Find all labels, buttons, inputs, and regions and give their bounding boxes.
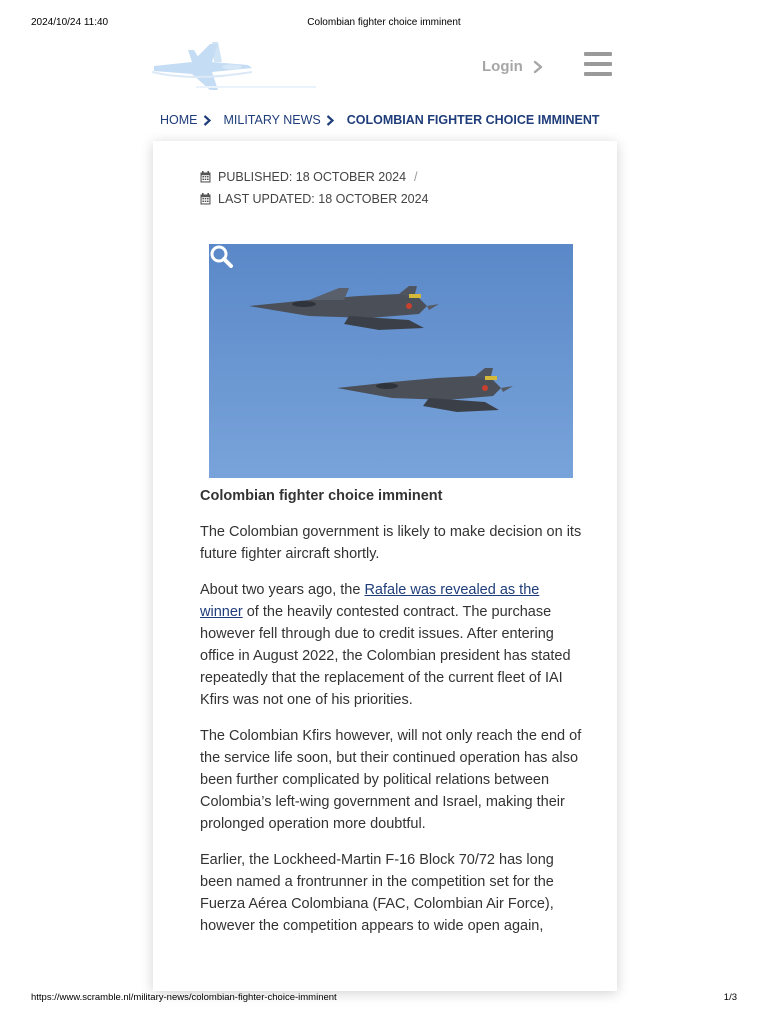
- print-datetime: 2024/10/24 11:40: [31, 17, 109, 28]
- magnifier-zoom-icon[interactable]: [209, 244, 233, 268]
- breadcrumb-label: MILITARY NEWS: [223, 113, 321, 127]
- menu-bar: [584, 52, 612, 56]
- article-body: [200, 485, 584, 951]
- calendar-icon: [200, 171, 211, 183]
- published-date: PUBLISHED: 18 OCTOBER 2024: [218, 170, 407, 184]
- menu-bar: [584, 72, 612, 76]
- article-paragraph-4: Earlier, the Lockheed-Martin F-16 Block 70/72 has long been named a frontrunner in the competition set for the Fuerza Aérea Colombiana (FAC, Colombian Air Force), however the competition appears to wide open again,: [200, 852, 554, 934]
- article-meta: [200, 166, 429, 210]
- breadcrumb: [160, 113, 600, 127]
- fighter-jets-illustration: [209, 244, 573, 478]
- article-card: [153, 141, 617, 991]
- photo-caption: Colombian fighter choice imminent: [200, 488, 443, 504]
- updated-date-row: [200, 188, 429, 210]
- article-paragraph-2: [200, 579, 584, 711]
- login-label: Login: [482, 58, 523, 75]
- chevron-right-icon: [202, 115, 212, 126]
- logo-jet-icon: [152, 38, 327, 98]
- paragraph-text: of the heavily contested contract. The purchase however fell through due to credit issues. After entering office in August 2022, the Colombian president has stated repeatedly that the replacement of the current fleet of IAI Kfirs was not one of his priorities.: [200, 604, 571, 708]
- site-logo[interactable]: [152, 38, 327, 98]
- print-page-title: Colombian fighter choice imminent: [307, 17, 461, 28]
- published-date-row: [200, 166, 429, 188]
- article-paragraph-3: The Colombian Kfirs however, will not only reach the end of the service life soon, but their continued operation has also been further complicated by political relations between Colombia’s left-wing government and Israel, making their prolonged operation more doubtful.: [200, 728, 582, 832]
- breadcrumb-current: COLOMBIAN FIGHTER CHOICE IMMINENT: [346, 113, 600, 127]
- breadcrumb-military-news[interactable]: [224, 113, 347, 127]
- paragraph-text: About two years ago, the: [200, 582, 365, 598]
- page-counter: 1/3: [723, 992, 737, 1003]
- print-footer: [31, 992, 737, 1006]
- rafale-winner-link[interactable]: Rafale was revealed as the winner: [200, 582, 540, 620]
- breadcrumb-home[interactable]: [160, 113, 224, 127]
- menu-bar: [584, 62, 612, 66]
- chevron-right-icon: [531, 60, 545, 74]
- jet-upper: [249, 286, 439, 330]
- hamburger-menu-icon[interactable]: [584, 52, 612, 78]
- print-url: https://www.scramble.nl/military-news/colombian-fighter-choice-imminent: [31, 992, 337, 1003]
- updated-date: LAST UPDATED: 18 OCTOBER 2024: [218, 192, 429, 206]
- breadcrumb-label: HOME: [160, 113, 198, 127]
- print-header: [31, 17, 737, 31]
- article-photo[interactable]: [209, 244, 573, 478]
- site-header: [152, 38, 618, 100]
- chevron-right-icon: [325, 115, 335, 126]
- calendar-icon: [200, 193, 211, 205]
- login-link[interactable]: [482, 58, 545, 75]
- jet-lower: [337, 368, 513, 412]
- meta-separator: /: [414, 170, 418, 184]
- article-paragraph-1: The Colombian government is likely to make decision on its future fighter aircraft shortly.: [200, 524, 582, 562]
